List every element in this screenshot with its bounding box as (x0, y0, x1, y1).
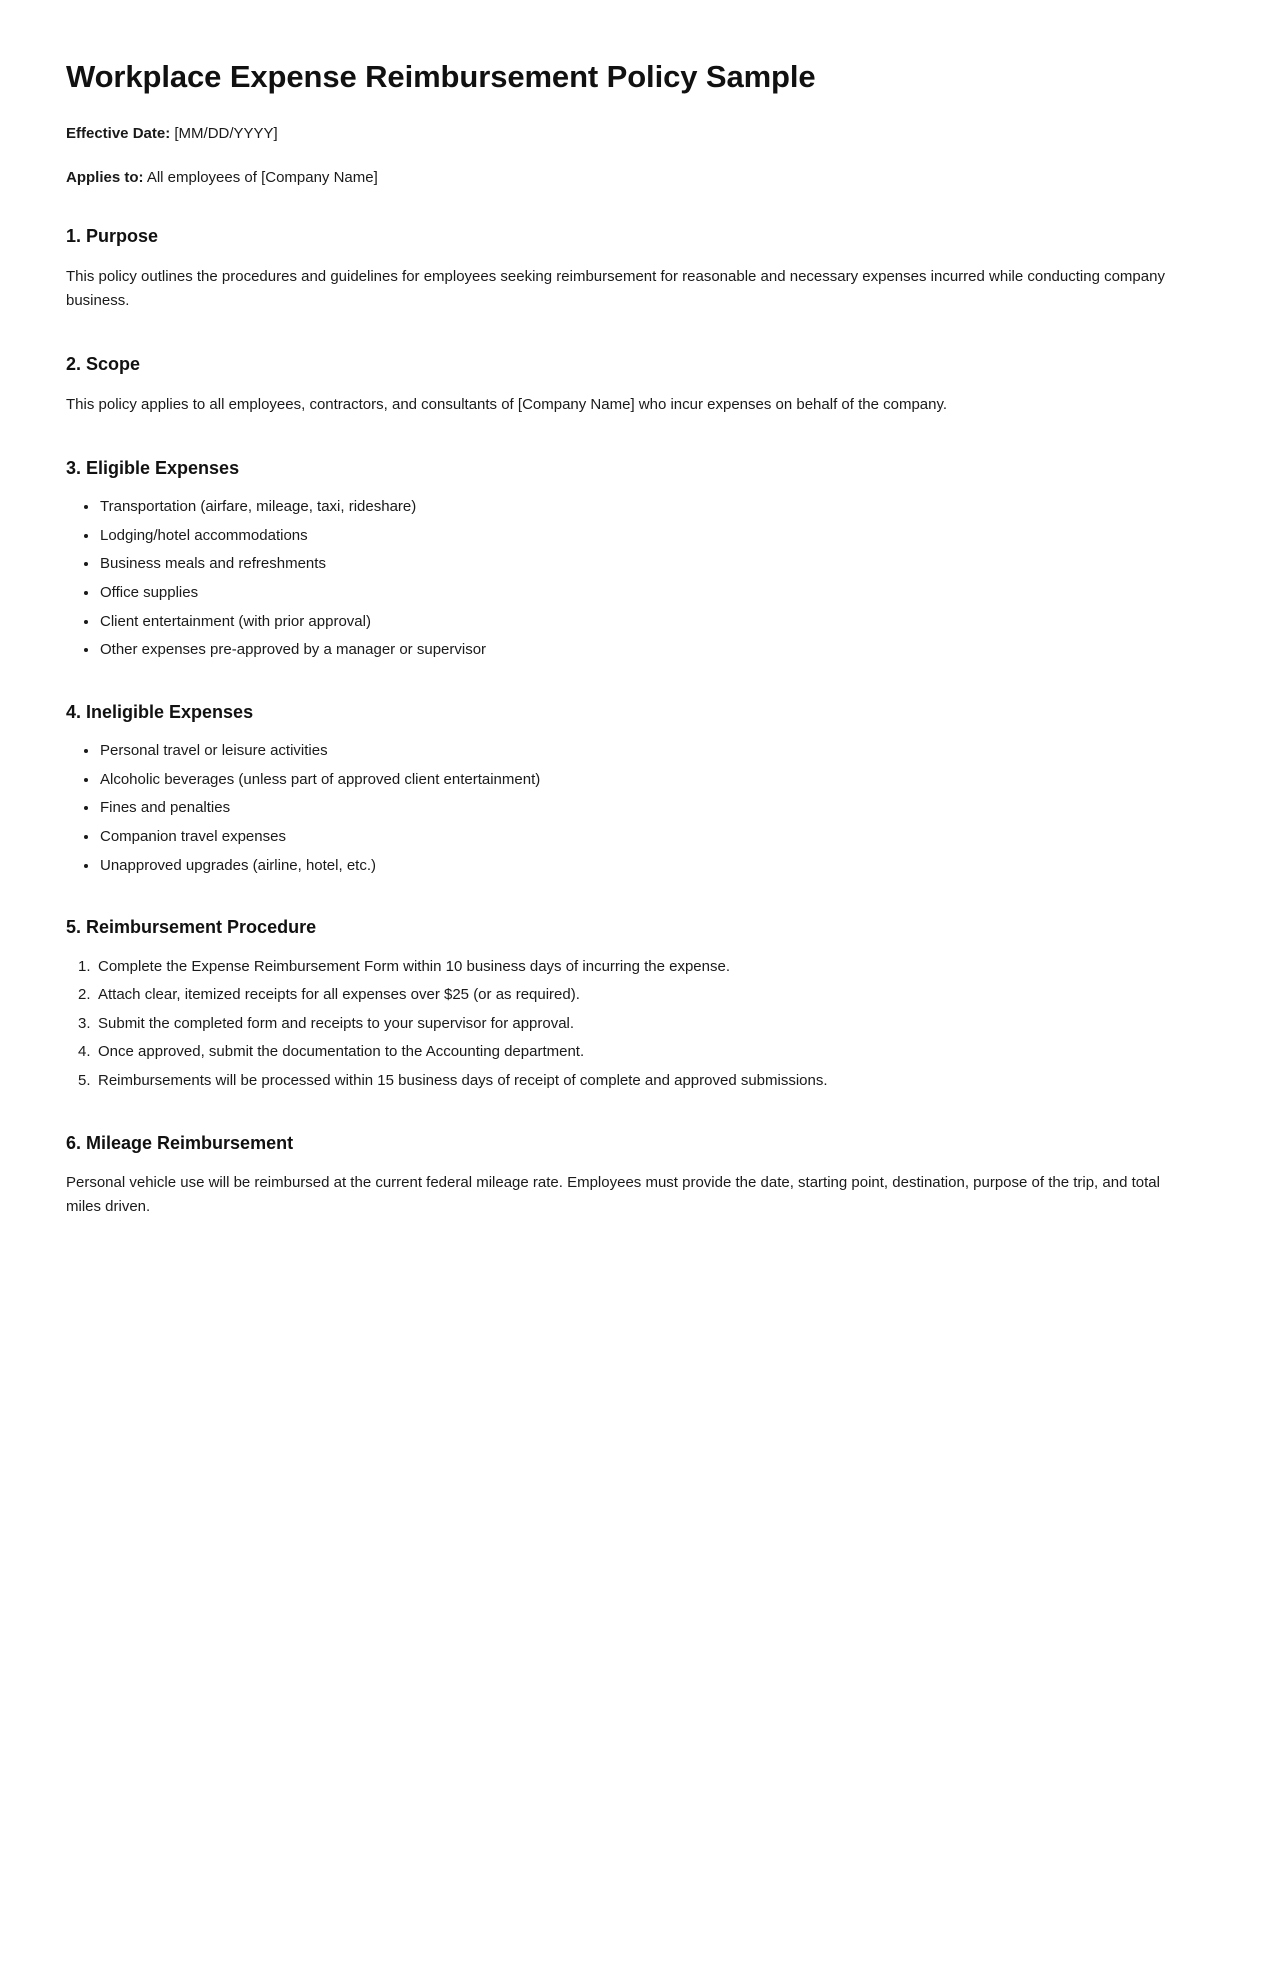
section-heading: 1. Purpose (66, 226, 159, 247)
list-item: Submit the completed form and receipts to your supervisor for approval. (98, 1014, 575, 1032)
list-item: Alcoholic beverages (unless part of approved client entertainment) (100, 769, 1175, 791)
list-item: Client entertainment (with prior approval) (100, 611, 1175, 633)
section-heading: 6. Mileage Reimbursement (66, 1132, 294, 1153)
meta-applies-to-label: Applies to: (66, 168, 144, 186)
section-heading: 3. Eligible Expenses (66, 457, 240, 478)
list-item: Transportation (airfare, mileage, taxi, rideshare) (100, 496, 1175, 518)
list-item: Office supplies (100, 582, 1175, 604)
section-mileage-reimbursement (66, 1132, 1175, 1220)
list-item: Other expenses pre-approved by a manager or supervisor (100, 639, 1175, 661)
section-ineligible-expenses (66, 701, 1175, 876)
list-item: Fines and penalties (100, 797, 1175, 819)
list-item: Companion travel expenses (100, 826, 1175, 848)
list-item: Personal travel or leisure activities (100, 740, 1175, 762)
meta-effective-date-label: Effective Date: (66, 125, 171, 143)
meta-applies-to (66, 167, 1175, 190)
meta-applies-to-value: All employees of [Company Name] (146, 168, 378, 186)
list-item: Complete the Expense Reimbursement Form within 10 business days of incurring the expense. (98, 957, 730, 975)
list-item: Lodging/hotel accommodations (100, 525, 1175, 547)
section-paragraph: This policy outlines the procedures and guidelines for employees seeking reimbursement for reasonable and necessary expenses incurred while conducting company business. (66, 267, 1165, 309)
section-heading: 2. Scope (66, 354, 141, 375)
list-item: Reimbursements will be processed within 15 business days of receipt of complete and approved submissions. (98, 1071, 828, 1089)
section-reimbursement-procedure (66, 916, 1175, 1091)
list-item: Business meals and refreshments (100, 553, 1175, 575)
section-paragraph: Personal vehicle use will be reimbursed at the current federal mileage rate. Employees must provide the date, starting point, destination, purpose of the trip, and total miles driven. (66, 1173, 1160, 1216)
section-scope (66, 353, 1175, 417)
section-paragraph: This policy applies to all employees, contractors, and consultants of [Company Name] who incur expenses on behalf of the company. (66, 395, 948, 413)
section-purpose (66, 225, 1175, 313)
meta-effective-date-value: [MM/DD/YYYY] (174, 125, 278, 143)
section-eligible-expenses (66, 457, 1175, 661)
section-heading: 4. Ineligible Expenses (66, 701, 254, 722)
meta-effective-date (66, 123, 1175, 146)
list-item: Once approved, submit the documentation to the Accounting department. (98, 1043, 585, 1061)
reimbursement-procedure-list (66, 956, 1175, 1092)
section-heading: 5. Reimbursement Procedure (66, 917, 317, 938)
page-title: Workplace Expense Reimbursement Policy Sample (66, 59, 816, 94)
list-item: Unapproved upgrades (airline, hotel, etc.) (100, 855, 1175, 877)
ineligible-expenses-list (66, 740, 1175, 876)
eligible-expenses-list (66, 496, 1175, 661)
list-item: Attach clear, itemized receipts for all expenses over $25 (or as required). (98, 986, 580, 1004)
